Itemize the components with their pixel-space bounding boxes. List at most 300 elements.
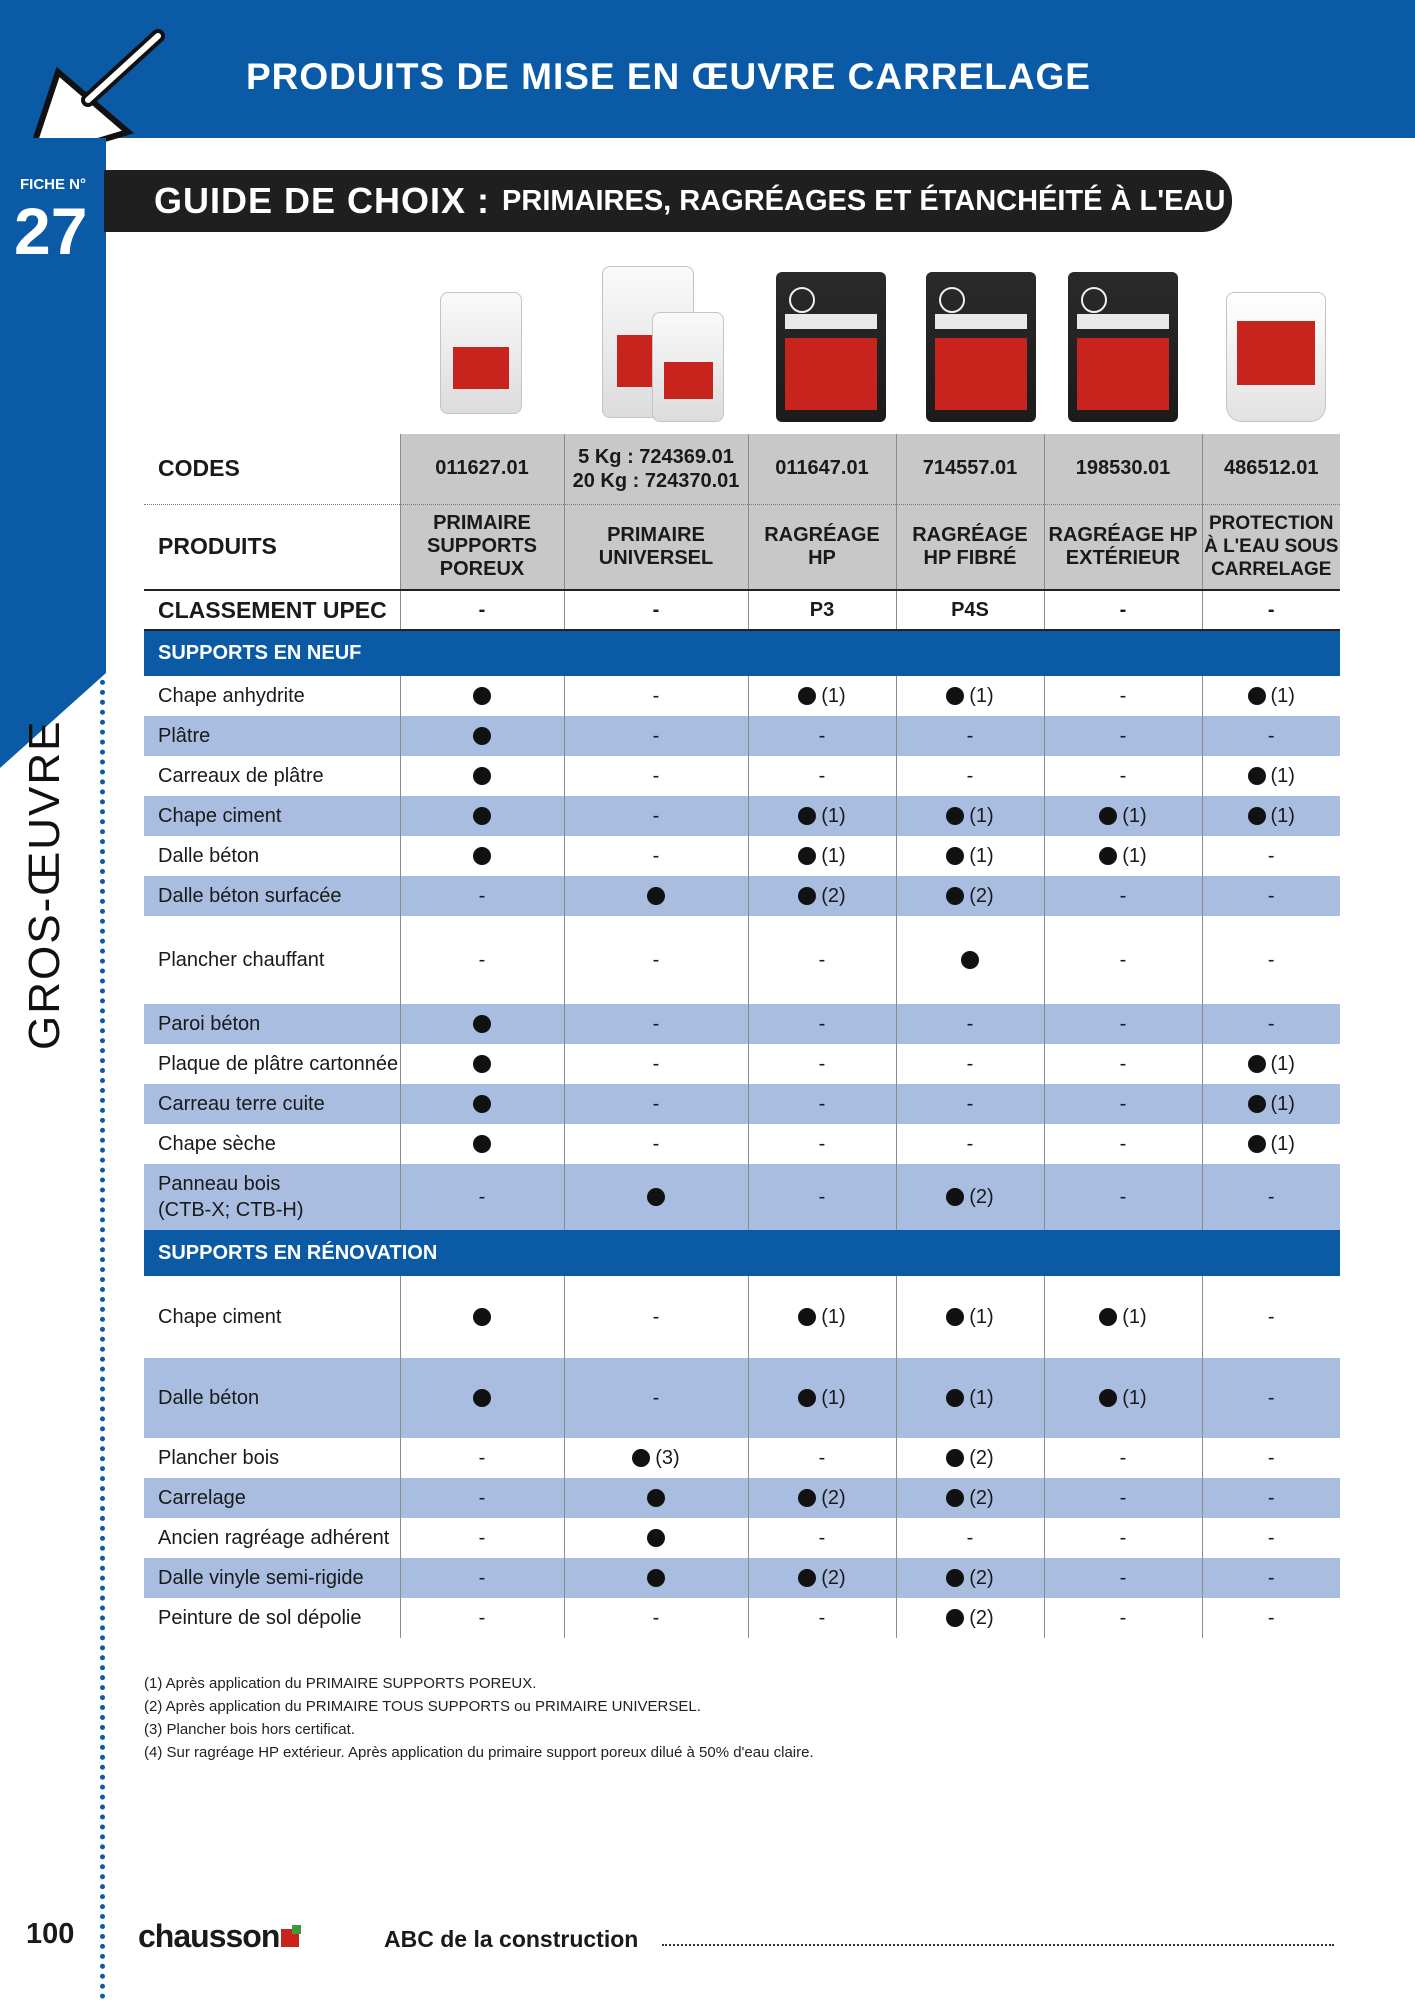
bullet-icon [473,767,491,785]
bullet-icon [798,847,816,865]
bullet-icon [1248,1095,1266,1113]
cell [1202,676,1340,716]
product-name-line: RAGRÉAGE [912,523,1028,546]
cell: - [748,1438,896,1478]
cell: - [1044,676,1202,716]
cell [564,1478,748,1518]
table-row [144,876,1340,916]
note-ref: (2) [821,884,846,907]
row-label: Chape anhydrite [158,684,305,707]
bullet-icon [1099,847,1117,865]
side-section-title: GROS-ŒUVRE [20,719,69,1050]
row-label: Chape ciment [158,1305,282,1328]
cell: - [896,716,1044,756]
bullet-icon [961,951,979,969]
cell [748,876,896,916]
cell: - [1044,1044,1202,1084]
row-label: Peinture de sol dépolie [158,1606,362,1629]
products-row [144,504,1340,590]
table-row [144,916,1340,1004]
row-label: Plaque de plâtre cartonnée [158,1052,399,1075]
cell [564,1518,748,1558]
footnote: (3) Plancher bois hors certificat. [144,1721,355,1738]
cell [564,1438,748,1478]
table-row [144,716,1340,756]
table-row [144,1598,1340,1638]
bullet-icon [1248,807,1266,825]
cell: - [1044,1084,1202,1124]
table-row [144,1084,1340,1124]
product-image-primaire-universel-5kg [652,312,724,422]
cell: - [564,1358,748,1438]
note-ref: (1) [821,1305,846,1328]
product-name-line: PRIMAIRE [607,523,705,546]
cell [896,1438,1044,1478]
cell: - [1202,1558,1340,1598]
note-ref: (1) [821,844,846,867]
product-image-protection-eau [1226,292,1326,422]
cell [1202,756,1340,796]
bullet-icon [798,1308,816,1326]
upec-value: - [1044,590,1202,630]
cell: - [400,1164,564,1230]
guide-subtitle: PRIMAIRES, RAGRÉAGES ET ÉTANCHÉITÉ À L'EAU [502,184,1226,217]
cell [896,836,1044,876]
bullet-icon [647,1569,665,1587]
cell [400,716,564,756]
upec-value: - [564,590,748,630]
cell: - [564,1598,748,1638]
code-cell: 198530.01 [1044,434,1202,504]
upec-row [144,590,1340,630]
cell [564,1164,748,1230]
bullet-icon [946,1308,964,1326]
row-label: Carreau terre cuite [144,1084,400,1124]
note-ref: (1) [821,684,846,707]
note-ref: (1) [1270,1132,1295,1155]
row-label: Ancien ragréage adhérent [158,1526,390,1549]
produits-label: PRODUITS [144,504,400,590]
cell: - [1202,1598,1340,1638]
bullet-icon [1248,687,1266,705]
cell [1044,836,1202,876]
table-row [144,1004,1340,1044]
product-name-line: EXTÉRIEUR [1065,546,1181,569]
footnote: (4) Sur ragréage HP extérieur. Après application du primaire support poreux dilué à 50% d'eau claire. [144,1744,814,1761]
cell: - [400,1598,564,1638]
code-20kg: 20 Kg : 724370.01 [572,469,740,492]
footer-dotted-line [662,1944,1334,1946]
product-name-line: RAGRÉAGE [764,523,880,546]
cell: - [896,1518,1044,1558]
row-label: Chape sèche [158,1132,276,1155]
cell: - [1044,1438,1202,1478]
cell [400,796,564,836]
brand-logo [138,1918,299,1955]
cell [1044,1276,1202,1358]
bullet-icon [632,1449,650,1467]
note-ref: (1) [1270,1052,1295,1075]
fiche-label: FICHE N° [20,176,86,193]
cell: - [400,1558,564,1598]
upec-value: - [400,590,564,630]
table-row [144,1276,1340,1358]
bullet-icon [473,1389,491,1407]
cell: - [1202,1276,1340,1358]
page-number: 100 [26,1918,75,1950]
cell: - [896,1084,1044,1124]
note-ref: (2) [821,1566,846,1589]
cell [748,796,896,836]
product-name [400,504,564,590]
cell [896,876,1044,916]
cell: - [564,716,748,756]
product-name [1202,504,1340,590]
cell: - [564,676,748,716]
cell: - [1044,916,1202,1004]
cell: - [748,1124,896,1164]
bullet-icon [647,1188,665,1206]
table-row [144,1124,1340,1164]
guide-title-bar [104,170,1232,232]
code-cell: 714557.01 [896,434,1044,504]
bullet-icon [473,1015,491,1033]
note-ref: (1) [969,804,994,827]
bullet-icon [946,1569,964,1587]
bullet-icon [1099,1308,1117,1326]
cell [1044,796,1202,836]
bullet-icon [473,807,491,825]
product-name-line: CARRELAGE [1211,559,1332,581]
row-label [144,1164,400,1230]
table-row [144,1044,1340,1084]
cell [400,756,564,796]
cell [896,676,1044,716]
note-ref: (1) [1122,1386,1147,1409]
cell: - [1044,1558,1202,1598]
header-bar [0,0,1415,138]
table-row [144,1478,1340,1518]
cell: - [1202,1518,1340,1558]
cell: - [1202,1438,1340,1478]
upec-value: P3 [748,590,896,630]
cell: - [748,1084,896,1124]
bullet-icon [946,1188,964,1206]
cell: - [564,1276,748,1358]
brand-name: chausson [138,1918,280,1954]
product-name [564,504,748,590]
cell [896,1276,1044,1358]
section-title: SUPPORTS EN RÉNOVATION [144,1230,1340,1276]
row-label: Carreaux de plâtre [158,764,324,787]
cell [748,836,896,876]
row-label: Dalle vinyle semi-rigide [144,1558,400,1598]
cell [1202,1084,1340,1124]
cell: - [564,1084,748,1124]
bullet-icon [946,887,964,905]
cell [748,1478,896,1518]
cell [896,1598,1044,1638]
cell: - [1044,1518,1202,1558]
cell: - [1044,1124,1202,1164]
note-ref: (1) [1270,764,1295,787]
cell: - [564,1044,748,1084]
guide-title: GUIDE DE CHOIX : [154,180,491,221]
cell [748,676,896,716]
table-row [144,676,1340,716]
cell: - [896,1004,1044,1044]
bullet-icon [1248,1055,1266,1073]
cell: - [896,756,1044,796]
cell: - [748,1518,896,1558]
cell: - [564,1004,748,1044]
product-name-line: POREUX [439,558,525,581]
row-label: Plancher bois [158,1446,280,1469]
cell [748,1276,896,1358]
cell: - [1044,1004,1202,1044]
cell [1202,796,1340,836]
product-image-ragreage-hp-fibre [926,272,1036,422]
bullet-icon [946,807,964,825]
bullet-icon [798,807,816,825]
footnote: (1) Après application du PRIMAIRE SUPPORTS POREUX. [144,1675,537,1692]
row-label: Paroi béton [144,1004,400,1044]
bullet-icon [473,1055,491,1073]
bullet-icon [798,687,816,705]
code-cell: 486512.01 [1202,434,1340,504]
bullet-icon [647,887,665,905]
product-name-line: UNIVERSEL [598,546,714,569]
cell [400,676,564,716]
footnotes [144,1672,814,1764]
cell [400,1124,564,1164]
note-ref: (2) [969,884,994,907]
cell: - [564,836,748,876]
row-label-line: Panneau bois [158,1173,281,1195]
row-label: Carrelage [144,1478,400,1518]
bullet-icon [473,687,491,705]
cell [400,1276,564,1358]
table-row [144,1518,1340,1558]
table-row [144,1558,1340,1598]
cell: - [564,916,748,1004]
bullet-icon [473,847,491,865]
cell [564,1558,748,1598]
note-ref: (1) [969,1305,994,1328]
note-ref: (1) [1270,684,1295,707]
note-ref: (1) [1270,1092,1295,1115]
page-title: PRODUITS DE MISE EN ŒUVRE CARRELAGE [246,56,1091,97]
cell [896,1358,1044,1438]
bullet-icon [946,1489,964,1507]
product-name [896,504,1044,590]
cell: - [1044,1164,1202,1230]
bullet-icon [473,1308,491,1326]
cell: - [748,1164,896,1230]
cell [400,1358,564,1438]
product-name-line: HP FIBRÉ [923,546,1017,569]
footnote: (2) Après application du PRIMAIRE TOUS SUPPORTS ou PRIMAIRE UNIVERSEL. [144,1698,701,1715]
product-name [1044,504,1202,590]
cell [400,1084,564,1124]
note-ref: (2) [969,1486,994,1509]
cell: - [896,1044,1044,1084]
cell [896,1164,1044,1230]
note-ref: (2) [821,1486,846,1509]
table-row [144,1438,1340,1478]
note-ref: (1) [1122,804,1147,827]
cell: - [1202,1004,1340,1044]
section-renovation [144,1230,1340,1276]
bullet-icon [946,847,964,865]
bullet-icon [946,1609,964,1627]
cell: - [748,1044,896,1084]
bullet-icon [798,1569,816,1587]
code-cell [564,434,748,504]
cell [1202,1124,1340,1164]
codes-label: CODES [158,455,240,482]
row-label: Dalle béton [144,1358,400,1438]
upec-value: P4S [896,590,1044,630]
code-5kg: 5 Kg : 724369.01 [578,445,734,468]
note-ref: (1) [1122,844,1147,867]
product-name-line: SUPPORTS [426,535,538,558]
bullet-icon [1248,1135,1266,1153]
table-row [144,1164,1340,1230]
note-ref: (1) [821,1386,846,1409]
cell [400,1004,564,1044]
product-image-ragreage-hp [776,272,886,422]
cell: - [748,1598,896,1638]
cell: - [400,1478,564,1518]
product-name-line: HP [808,546,836,569]
cell [896,1558,1044,1598]
upec-value: - [1202,590,1340,630]
dotted-divider [100,660,105,2000]
cell: - [1202,716,1340,756]
cell: - [748,916,896,1004]
note-ref: (2) [969,1566,994,1589]
section-neuf [144,630,1340,676]
note-ref: (2) [969,1606,994,1629]
product-name-line: À L'EAU SOUS [1204,536,1339,558]
cell [748,1558,896,1598]
cell: - [1044,876,1202,916]
cell: - [748,756,896,796]
row-label-line: (CTB-X; CTB-H) [158,1199,304,1221]
row-label: Plâtre [144,716,400,756]
note-ref: (1) [821,804,846,827]
bullet-icon [473,1095,491,1113]
table-row [144,836,1340,876]
brand-mark-icon [281,1929,299,1947]
section-title: SUPPORTS EN NEUF [144,630,1340,676]
cell [400,1044,564,1084]
product-image-primaire-supports-poreux [440,292,522,414]
table-row [144,1358,1340,1438]
cell: - [564,1124,748,1164]
cell: - [1202,876,1340,916]
cell: - [400,1518,564,1558]
cell: - [400,1438,564,1478]
row-label: Chape ciment [144,796,400,836]
cell: - [1202,1358,1340,1438]
table-row [144,796,1340,836]
bullet-icon [647,1529,665,1547]
cell: - [748,1004,896,1044]
product-image-ragreage-hp-exterieur [1068,272,1178,422]
cell: - [1044,1478,1202,1518]
note-ref: (1) [969,684,994,707]
cell: - [564,756,748,796]
footer-tagline: ABC de la construction [384,1926,639,1952]
cell: - [1202,1164,1340,1230]
code-cell: 011627.01 [400,434,564,504]
note-ref: (2) [969,1185,994,1208]
row-label: Dalle béton surfacée [144,876,400,916]
bullet-icon [946,1449,964,1467]
bullet-icon [798,1489,816,1507]
cell: - [1044,716,1202,756]
cell [564,876,748,916]
product-name-line: PRIMAIRE [433,512,531,535]
note-ref: (1) [969,844,994,867]
cell: - [1044,1598,1202,1638]
cell: - [400,876,564,916]
row-label: Plancher chauffant [158,948,325,971]
cell [400,836,564,876]
fiche-number: 27 [14,194,88,268]
bullet-icon [798,1389,816,1407]
bullet-icon [1099,1389,1117,1407]
row-label: Dalle béton [158,844,260,867]
cell [748,1358,896,1438]
product-name [748,504,896,590]
product-name-line: PROTECTION [1208,513,1334,535]
bullet-icon [647,1489,665,1507]
code-cell: 011647.01 [748,434,896,504]
bullet-icon [1248,767,1266,785]
cell: - [1202,1478,1340,1518]
cell: - [748,716,896,756]
cell: - [1044,756,1202,796]
note-ref: (1) [1122,1305,1147,1328]
bullet-icon [473,727,491,745]
bullet-icon [946,687,964,705]
cell [896,916,1044,1004]
cell: - [1202,836,1340,876]
cell: - [1202,916,1340,1004]
upec-label: CLASSEMENT UPEC [144,590,400,630]
product-name-line: RAGRÉAGE HP [1048,523,1198,546]
note-ref: (1) [1270,804,1295,827]
note-ref: (2) [969,1446,994,1469]
cell [1044,1358,1202,1438]
cell: - [400,916,564,1004]
cell: - [896,1124,1044,1164]
choice-guide-table [144,434,1340,1638]
codes-row [144,434,1340,504]
cell [896,796,1044,836]
table-row [144,756,1340,796]
bullet-icon [473,1135,491,1153]
bullet-icon [798,887,816,905]
bullet-icon [1099,807,1117,825]
cell [896,1478,1044,1518]
note-ref: (1) [969,1386,994,1409]
cell [1202,1044,1340,1084]
bullet-icon [946,1389,964,1407]
